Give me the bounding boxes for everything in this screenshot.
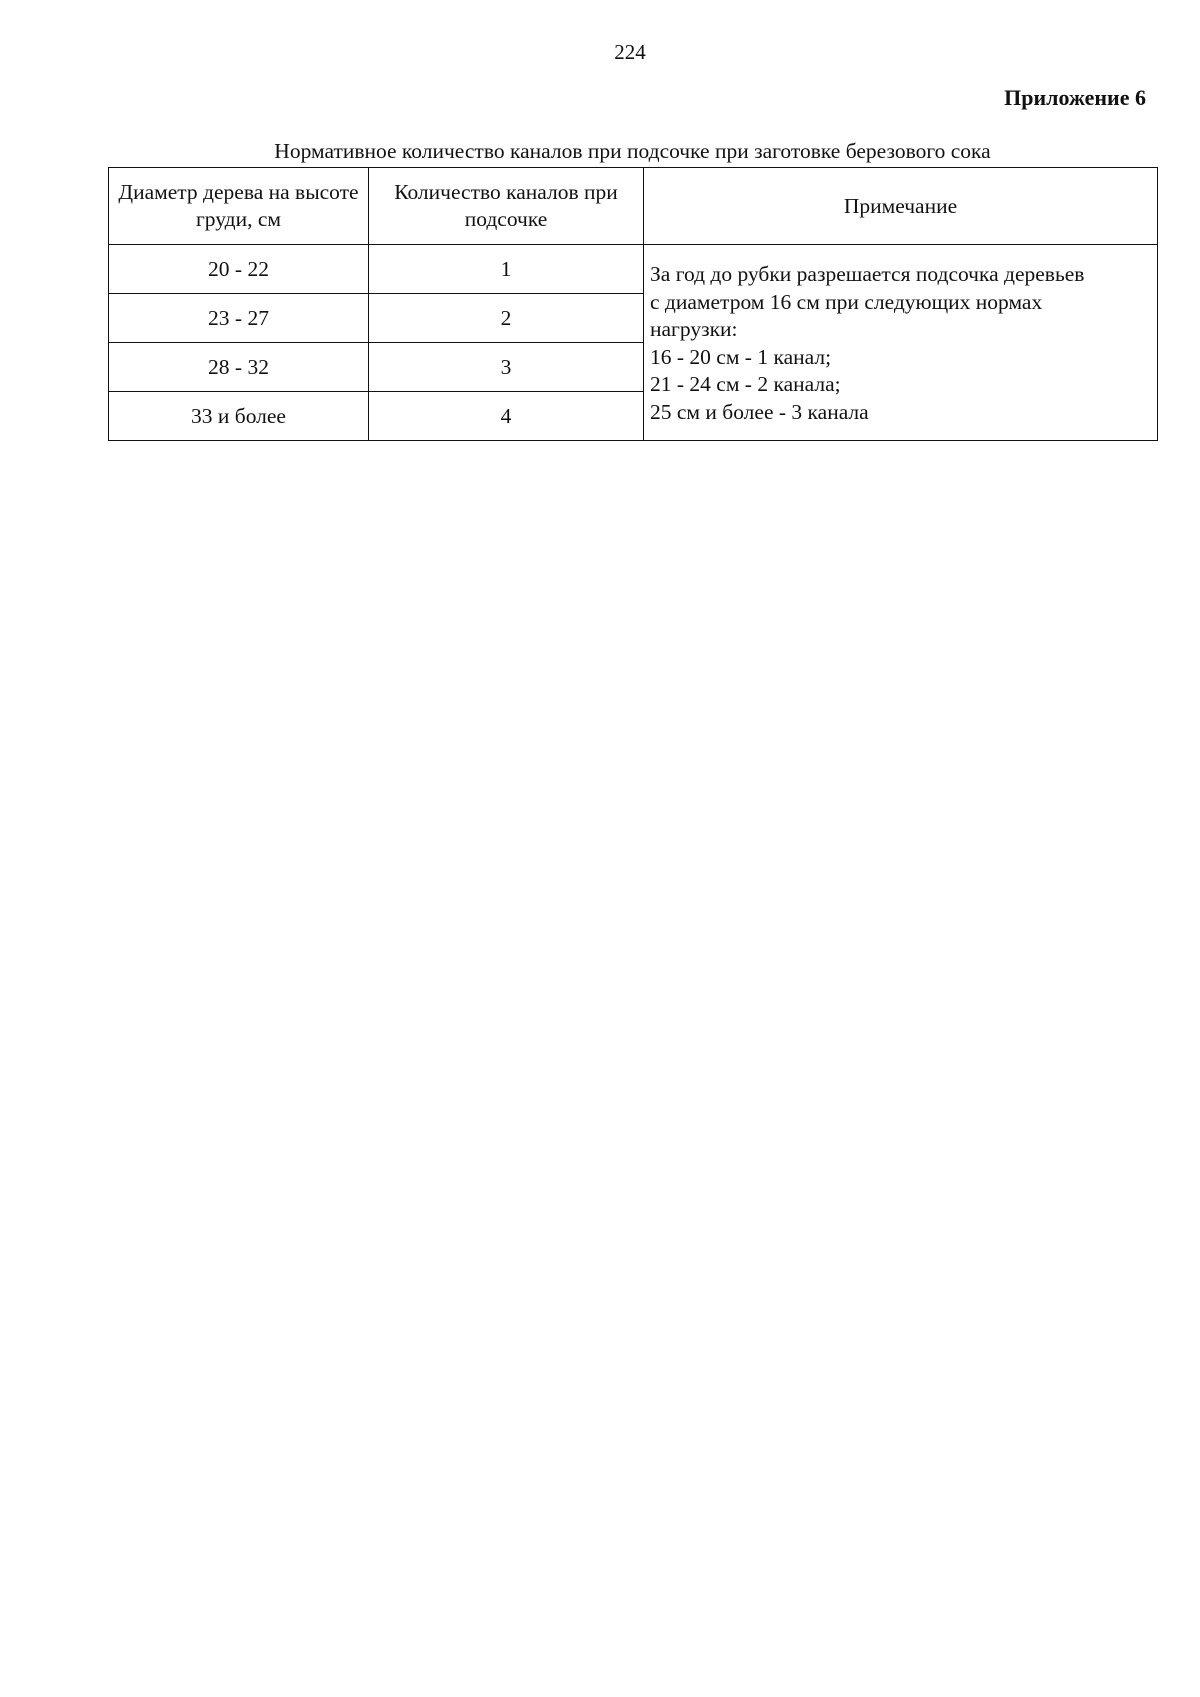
cell-channels: 3: [369, 343, 644, 392]
note-line: 16 - 20 см - 1 канал;: [650, 344, 832, 369]
note-line: 25 см и более - 3 канала: [650, 399, 869, 424]
cell-channels: 4: [369, 392, 644, 441]
table-row: [109, 245, 1158, 294]
note-line: За год до рубки разрешается подсочка деревьев: [650, 262, 1085, 286]
cell-channels: 2: [369, 294, 644, 343]
cell-diameter: 23 - 27: [109, 294, 369, 343]
table-caption: Нормативное количество каналов при подсочке при заготовке березового сока: [274, 139, 991, 163]
header-note: Примечание: [644, 168, 1158, 245]
header-channels: Количество каналов при подсочке: [369, 168, 644, 245]
page-number: 224: [614, 40, 646, 64]
cell-diameter: 28 - 32: [109, 343, 369, 392]
cell-diameter: 33 и более: [109, 392, 369, 441]
cell-diameter: 20 - 22: [109, 245, 369, 294]
channels-norm-table: [108, 167, 1158, 441]
cell-channels: 1: [369, 245, 644, 294]
note-line: 21 - 24 см - 2 канала;: [650, 372, 841, 396]
note-line: нагрузки:: [650, 317, 738, 341]
note-line: с диаметром 16 см при следующих нормах: [650, 289, 1043, 314]
table-header-row: [109, 168, 1158, 245]
header-diameter: Диаметр дерева на высоте груди, см: [109, 168, 369, 245]
appendix-label: Приложение 6: [1004, 85, 1146, 110]
cell-note: [644, 245, 1158, 441]
